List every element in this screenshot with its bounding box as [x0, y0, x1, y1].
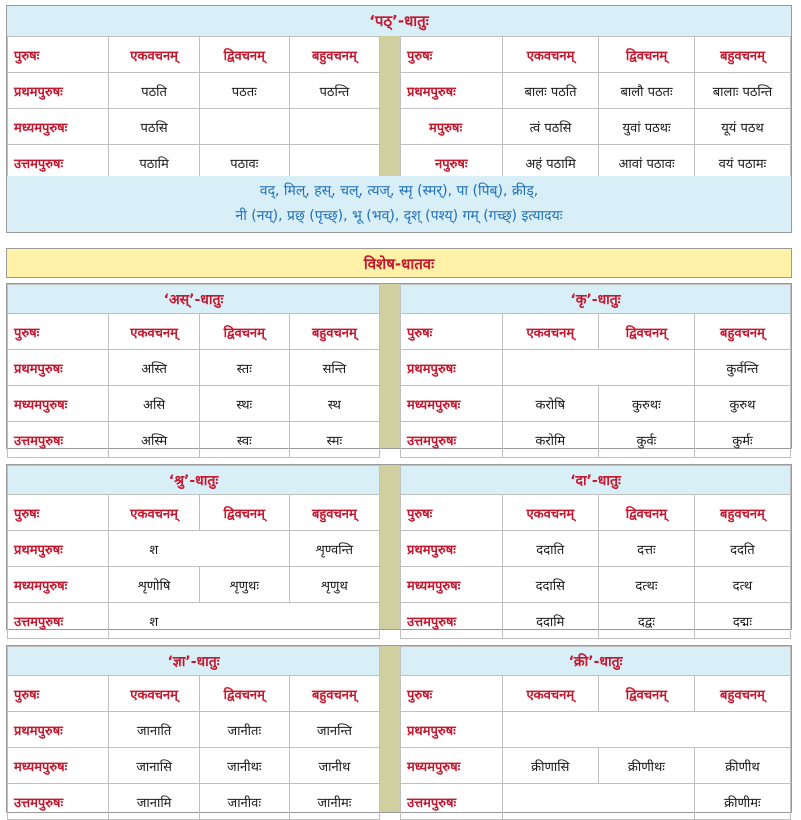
table-cell: पठामि — [109, 145, 199, 181]
kri-title: ‘क्री’-धातुः — [401, 647, 791, 676]
table-cell: कुरुथ — [694, 386, 790, 422]
header-cell: पुरुषः — [401, 495, 503, 531]
path-title: ‘पठ्’-धातुः — [7, 6, 791, 36]
table-row — [8, 748, 380, 784]
table-header-row — [8, 495, 380, 531]
table-cell: त्वं पठसि — [502, 109, 598, 145]
table-row — [8, 350, 380, 386]
header-cell: बहुवचनम् — [289, 495, 379, 531]
table-cell: क्रीणीथः — [598, 748, 694, 784]
table-header-row — [401, 495, 791, 531]
table-cell: क्रीणीथ — [694, 748, 790, 784]
dhatu-list — [7, 176, 791, 232]
header-cell: द्विवचनम् — [199, 37, 289, 73]
table-cell: दत्तः — [598, 531, 694, 567]
as-kr-block — [6, 283, 792, 449]
table-cell: जानामि — [109, 784, 199, 820]
header-cell: पुरुषः — [401, 676, 503, 712]
divider-bar — [380, 36, 400, 176]
header-cell: बहुवचनम् — [694, 495, 790, 531]
table-row — [8, 109, 380, 145]
table-row — [401, 603, 791, 639]
header-cell: एकवचनम् — [502, 314, 598, 350]
table-cell: यूयं पठथ — [694, 109, 790, 145]
divider-bar — [380, 465, 400, 629]
table-cell: अहं पठामि — [502, 145, 598, 181]
table-cell: दत्थ — [694, 567, 790, 603]
table-row — [401, 109, 791, 145]
table-header-row — [401, 676, 791, 712]
table-row — [401, 712, 791, 748]
header-cell: एकवचनम् — [502, 37, 598, 73]
table-cell: असि — [109, 386, 199, 422]
table-cell: स्वः — [199, 422, 289, 458]
header-cell: पुरुषः — [8, 314, 109, 350]
row-label: मध्यमपुरुषः — [401, 567, 503, 603]
row-label: उत्तमपुरुषः — [8, 422, 109, 458]
table-cell: करोमि — [502, 422, 598, 458]
table-cell: दद्मः — [694, 603, 790, 639]
table-cell: करोषि — [502, 386, 598, 422]
header-cell: पुरुषः — [401, 37, 503, 73]
header-cell: बहुवचनम् — [694, 314, 790, 350]
row-label: प्रथमपुरुषः — [8, 350, 109, 386]
table-header-row — [8, 676, 380, 712]
table-row — [8, 73, 380, 109]
row-label: प्रथमपुरुषः — [401, 350, 503, 386]
kri-table — [400, 646, 791, 820]
row-label: मध्यमपुरुषः — [8, 567, 109, 603]
header-cell: पुरुषः — [8, 676, 109, 712]
table-row — [401, 422, 791, 458]
row-label: प्रथमपुरुषः — [401, 531, 503, 567]
as-title: ‘अस्’-धातुः — [8, 285, 380, 314]
table-header-row — [401, 314, 791, 350]
shru-table — [7, 465, 380, 639]
table-cell: जानीथः — [199, 748, 289, 784]
row-label: मध्यमपुरुषः — [8, 748, 109, 784]
table-cell: कुरुथः — [598, 386, 694, 422]
table-cell: शृणुथः — [199, 567, 289, 603]
path-left-table — [7, 36, 380, 181]
table-cell — [502, 784, 694, 820]
table-cell: स्तः — [199, 350, 289, 386]
table-cell: युवां पठथः — [599, 109, 695, 145]
header-cell: एकवचनम् — [109, 495, 199, 531]
divider-bar — [380, 284, 400, 448]
special-title-bar — [6, 248, 792, 278]
table-row — [401, 73, 791, 109]
table-cell — [502, 712, 790, 748]
da-title: ‘दा’-धातुः — [401, 466, 791, 495]
special-title: विशेष-धातवः — [363, 255, 435, 273]
table-cell: पठतः — [199, 73, 289, 109]
table-cell: बालौ पठतः — [599, 73, 695, 109]
row-label: उत्तमपुरुषः — [8, 603, 109, 639]
table-cell: श — [109, 531, 289, 567]
table-cell: क्रीणीमः — [694, 784, 790, 820]
table-cell: जानाति — [109, 712, 199, 748]
table-cell: पठसि — [109, 109, 199, 145]
table-row — [401, 567, 791, 603]
table-cell: अस्ति — [109, 350, 199, 386]
table-cell: ददाति — [502, 531, 598, 567]
row-label: मध्यमपुरुषः — [401, 748, 503, 784]
header-cell: बहुवचनम् — [694, 676, 790, 712]
table-row — [401, 748, 791, 784]
header-cell: पुरुषः — [401, 314, 503, 350]
table-cell: पठति — [109, 73, 199, 109]
table-cell: कुर्वः — [598, 422, 694, 458]
table-cell: स्मः — [289, 422, 379, 458]
row-label: प्रथमपुरुषः — [8, 531, 109, 567]
header-cell: एकवचनम् — [502, 495, 598, 531]
header-cell: एकवचनम् — [109, 676, 199, 712]
table-row — [8, 567, 380, 603]
row-label: मध्यमपुरुषः — [8, 386, 109, 422]
header-cell: बहुवचनम् — [694, 37, 790, 73]
table-cell: आवां पठावः — [599, 145, 695, 181]
table-row — [8, 712, 380, 748]
table-row — [8, 531, 380, 567]
table-header-row — [401, 37, 791, 73]
header-cell: एकवचनम् — [502, 676, 598, 712]
table-cell: ददासि — [502, 567, 598, 603]
row-label: प्रथमपुरुषः — [401, 712, 503, 748]
jna-title: ‘ज्ञा’-धातुः — [8, 647, 380, 676]
da-table — [400, 465, 791, 639]
table-cell: श — [109, 603, 380, 639]
table-cell: स्थ — [289, 386, 379, 422]
dhatu-list-line: नी (नय्), प्रछ् (पृच्छ्), भू (भव्), दृश् (पश्य्) गम् (गच्छ्) इत्यादयः — [235, 208, 563, 224]
header-cell: एकवचनम् — [109, 37, 199, 73]
row-label: उत्तमपुरुषः — [8, 784, 109, 820]
header-cell: द्विवचनम् — [199, 314, 289, 350]
shru-title: ‘श्रु’-धातुः — [8, 466, 380, 495]
header-cell: पुरुषः — [8, 495, 109, 531]
table-cell: पठन्ति — [289, 73, 379, 109]
table-header-row — [8, 314, 380, 350]
table-cell: जानीतः — [199, 712, 289, 748]
table-row — [8, 422, 380, 458]
row-label: मपुरुषः — [401, 109, 503, 145]
table-cell: कुर्वन्ति — [694, 350, 790, 386]
table-header-row — [8, 37, 380, 73]
row-label: उत्तमपुरुषः — [401, 422, 503, 458]
row-label: उत्तमपुरुषः — [401, 603, 503, 639]
table-cell — [199, 109, 289, 145]
row-label: उत्तमपुरुषः — [8, 145, 109, 181]
table-cell: क्रीणासि — [502, 748, 598, 784]
header-cell: द्विवचनम् — [599, 37, 695, 73]
jna-kri-block — [6, 645, 792, 813]
table-cell: जानीवः — [199, 784, 289, 820]
table-cell — [289, 109, 379, 145]
table-cell: बालाः पठन्ति — [694, 73, 790, 109]
header-cell: द्विवचनम् — [199, 495, 289, 531]
table-row — [401, 531, 791, 567]
table-cell: शृणोषि — [109, 567, 199, 603]
row-label: प्रथमपुरुषः — [401, 73, 503, 109]
header-cell: द्विवचनम् — [598, 495, 694, 531]
row-label: उत्तमपुरुषः — [401, 784, 503, 820]
table-cell: पठावः — [199, 145, 289, 181]
header-cell: बहुवचनम् — [289, 676, 379, 712]
table-cell: ददति — [694, 531, 790, 567]
header-cell: बहुवचनम् — [289, 37, 379, 73]
table-cell: सन्ति — [289, 350, 379, 386]
table-cell — [502, 350, 694, 386]
row-label: नपुरुषः — [401, 145, 503, 181]
row-label: मध्यमपुरुषः — [401, 386, 503, 422]
header-cell: द्विवचनम् — [199, 676, 289, 712]
table-cell: जानन्ति — [289, 712, 379, 748]
table-cell: शृणुथ — [289, 567, 379, 603]
header-cell: द्विवचनम् — [598, 676, 694, 712]
shru-da-block — [6, 464, 792, 630]
table-cell: जानासि — [109, 748, 199, 784]
divider-bar — [380, 646, 400, 812]
table-cell: दत्थः — [598, 567, 694, 603]
header-cell: एकवचनम् — [109, 314, 199, 350]
as-table — [7, 284, 380, 458]
kr-table — [400, 284, 791, 458]
dhatu-list-line: वद्, मिल्, हस्, चल्, त्यज्, स्मृ (स्मर्), पा (पिब्), क्रीड्, — [259, 183, 539, 199]
table-row — [401, 784, 791, 820]
kr-title: ‘कृ’-धातुः — [401, 285, 791, 314]
row-label: प्रथमपुरुषः — [8, 712, 109, 748]
table-row — [8, 784, 380, 820]
row-label: प्रथमपुरुषः — [8, 73, 109, 109]
header-cell: बहुवचनम् — [289, 314, 379, 350]
table-cell: जानीमः — [289, 784, 379, 820]
table-cell: बालः पठति — [502, 73, 598, 109]
header-cell: पुरुषः — [8, 37, 109, 73]
table-row — [401, 350, 791, 386]
table-row — [8, 603, 380, 639]
table-cell: कुर्मः — [694, 422, 790, 458]
table-cell: वयं पठामः — [694, 145, 790, 181]
path-right-table — [400, 36, 791, 181]
table-cell: दद्वः — [598, 603, 694, 639]
table-cell: अस्मि — [109, 422, 199, 458]
table-row — [8, 386, 380, 422]
jna-table — [7, 646, 380, 820]
table-row — [401, 386, 791, 422]
row-label: मध्यमपुरुषः — [8, 109, 109, 145]
path-conjugation-block — [6, 5, 792, 233]
header-cell: द्विवचनम् — [598, 314, 694, 350]
table-cell: जानीथ — [289, 748, 379, 784]
table-cell: ददामि — [502, 603, 598, 639]
table-cell: शृण्वन्ति — [289, 531, 379, 567]
table-cell: स्थः — [199, 386, 289, 422]
